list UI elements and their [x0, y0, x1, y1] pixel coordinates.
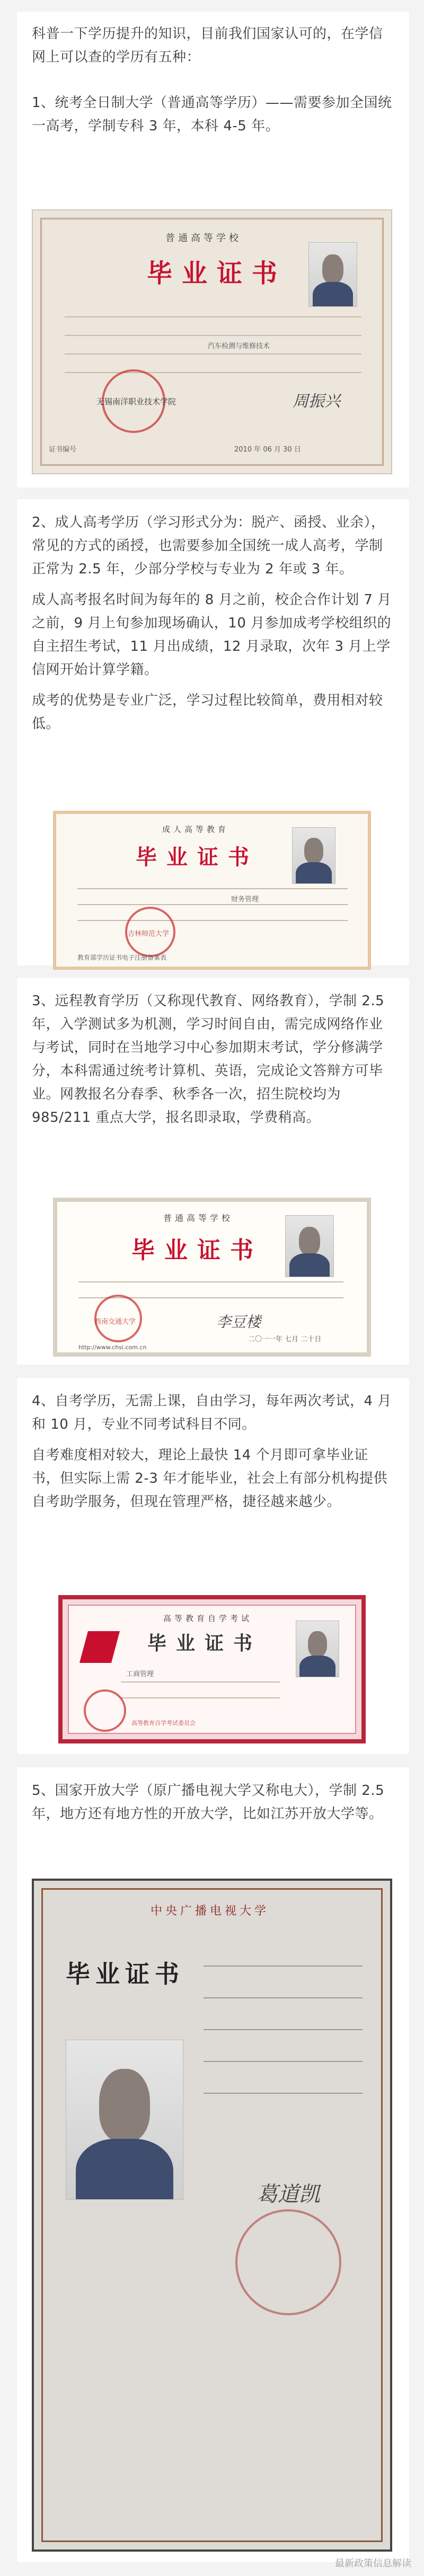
certificate-1-school: 无锡南洋职业技术学院 [96, 397, 176, 406]
intro-text: 科普一下学历提升的知识，目前我们国家认可的，在学信网上可以查的学历有五种： [32, 26, 383, 65]
section-2-paragraph-2: 成人高考报名时间为每年的 8 月之前，校企合作计划 7 月之前，9 月上旬参加现场确认，10 月参加成考学校组织的自主招生考试，11 月出成绩，12 月录取，次年 3 月上学信网开始计算学籍。 [32, 592, 392, 678]
section-1-paragraph-1: 1、统考全日制大学（普通高等学历）——需要参加全国统一高考，学制专科 3 年，本科 4-5 年。 [32, 95, 392, 134]
certificate-1-signature: 周振兴 [293, 392, 340, 411]
certificate-4-org: 高等教育自学考试委员会 [131, 1720, 196, 1727]
certificate-3-title: 毕业证书 [131, 1237, 263, 1264]
certificate-2-photo [292, 827, 335, 884]
certificate-1-number-label: 证书编号 [49, 446, 77, 454]
certificate-4-seal [84, 1689, 126, 1732]
certificate-4-title: 毕业证书 [147, 1632, 262, 1654]
certificate-1-title: 毕业证书 [147, 259, 287, 288]
certificate-5-header: 中央广播电视大学 [151, 1905, 270, 1918]
certificate-3-date: 二〇一一年 七月 二十日 [248, 1335, 322, 1343]
certificate-3-photo [285, 1215, 334, 1277]
certificate-1-header: 普通高等学校 [165, 233, 242, 244]
certificate-4-header: 高等教育自学考试 [163, 1614, 253, 1623]
certificate-4-image [58, 1595, 366, 1743]
certificate-2-header: 成人高等教育 [162, 825, 229, 834]
certificate-2-title: 毕业证书 [136, 845, 259, 870]
section-4-paragraph-1: 4、自考学历，无需上课，自由学习，每年两次考试，4 月和 10 月，专业不同考试科目不同。 [32, 1393, 392, 1432]
certificate-2-number-label: 教育部学历证书电子注册备案表 [77, 954, 167, 961]
certificate-4-photo [296, 1621, 339, 1677]
certificate-5-signature: 葛道凯 [257, 2182, 320, 2207]
certificate-3-signature: 李豆楼 [216, 1313, 261, 1331]
certificate-2-major: 财务管理 [231, 896, 259, 904]
certificate-4-major: 工商管理 [126, 1670, 154, 1678]
certificate-3-website: http://www.chsi.com.cn [78, 1344, 147, 1351]
section-5-paragraph-1: 5、国家开放大学（原广播电视大学又称电大），学制 2.5 年，地方还有地方性的开放大学，比如江苏开放大学等。 [32, 1783, 385, 1822]
certificate-2-image [53, 811, 371, 970]
certificate-3-header: 普通高等学校 [163, 1213, 234, 1223]
certificate-3-school: 西南交通大学 [94, 1318, 136, 1326]
certificate-5-photo [66, 2040, 183, 2200]
certificate-5-title: 毕业证书 [66, 1960, 184, 1988]
certificate-1-major: 汽车检测与维修技术 [208, 342, 270, 350]
section-2-paragraph-3: 成考的优势是专业广泛，学习过程比较简单，费用相对较低。 [32, 693, 383, 732]
certificate-1-date: 2010 年 06 月 30 日 [234, 446, 301, 454]
certificate-3-image [53, 1198, 371, 1357]
certificate-1-photo [308, 242, 357, 307]
certificate-5-image [32, 1879, 392, 2552]
section-2-paragraph-1: 2、成人高考学历（学习形式分为：脱产、函授、业余），常见的方式的函授，也需要参加全国统一成人高考，学制正常为 2.5 年，少部分学校与专业为 2 年或 3 年。 [32, 515, 385, 577]
certificate-2-school: 吉林师范大学 [128, 930, 170, 938]
certificate-5-seal [235, 2209, 341, 2315]
certificate-1-image [32, 209, 392, 474]
watermark-text: 最新政策信息解读 [335, 2558, 411, 2569]
section-3-paragraph-1: 3、远程教育学历（又称现代教育、网络教育），学制 2.5 年，入学测试多为机测，学习时间自由，需完成网络作业与考试，同时在当地学习中心参加期末考试，学分修满学分，本科需通过统考计算机、英语，完成论文答辩方可毕业。网教报名分春季、秋季各一次，招生院校均为 985/211 重点大学，报名即录取，学费稍高。 [32, 993, 385, 1126]
section-4-paragraph-2: 自考难度相对较大，理论上最快 14 个月即可拿毕业证书，但实际上需 2-3 年才能毕业，社会上有部分机构提供自考助学服务，但现在管理严格，捷径越来越少。 [32, 1447, 387, 1510]
